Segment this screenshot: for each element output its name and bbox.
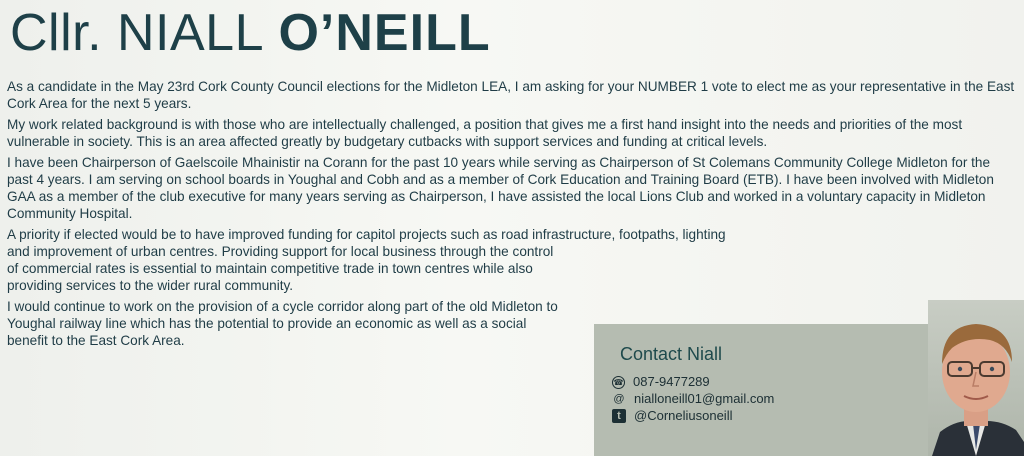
paragraph-cycle-corridor: I would continue to work on the provision of a cycle corridor along part of the old Midleton to Youghal railway line which has the potential to provide an economic as well as a social benefit to the East Cork Area.: [7, 299, 558, 348]
paragraph-priority-rest: and improvement of urban centres. Providing support for local business through the control of commercial rates is essential to maintain competitive trade in town centres while also providing services to the wider rural community.: [7, 244, 554, 293]
twitter-icon: t: [612, 409, 626, 423]
twitter-handle: @Corneliusoneill: [634, 408, 733, 423]
title-prefix: Cllr. NIALL: [10, 4, 265, 62]
paragraph-work-background: My work related background is with those who are intellectually challenged, a position that gives me a first hand insight into the needs and priorities of the most vulnerable in society. This is an area affected greatly by budgetary cutbacks with support services and funding at critical levels.: [7, 117, 963, 149]
paragraph-experience: I have been Chairperson of Gaelscoile Mhainistir na Corann for the past 10 years while serving as Chairperson of St Colemans Community College Midleton for the past 4 years. I am serving on school boards in Youghal and Cobh and as a member of Cork Education and Training Board (ETB). I have been involved with Midleton GAA as a member of the club executive for many years serving as Chairperson, I have assisted the local Lions Club and worked in a voluntary capacity in Midleton Community Hospital.: [7, 155, 994, 221]
body-text: [7, 78, 1017, 353]
page-title: [10, 2, 491, 64]
email-address: nialloneill01@gmail.com: [634, 391, 775, 406]
title-surname: O’NEILL: [278, 4, 491, 62]
paragraph-priority-line: A priority if elected would be to have improved funding for capitol projects such as road infrastructure, footpaths, lighting: [7, 227, 726, 242]
at-icon: @: [613, 393, 625, 405]
candidate-photo: [928, 300, 1024, 456]
paragraph-candidacy: As a candidate in the May 23rd Cork County Council elections for the Midleton LEA, I am asking for your NUMBER 1 vote to elect me as your representative in the East Cork Area for the next 5 years.: [7, 79, 1015, 111]
contact-twitter: [612, 408, 732, 424]
contact-phone: [612, 374, 710, 390]
phone-icon: ☎: [613, 377, 624, 387]
contact-heading: Contact Niall: [620, 344, 723, 364]
contact-email: [612, 391, 774, 407]
phone-number: 087-9477289: [633, 374, 710, 389]
